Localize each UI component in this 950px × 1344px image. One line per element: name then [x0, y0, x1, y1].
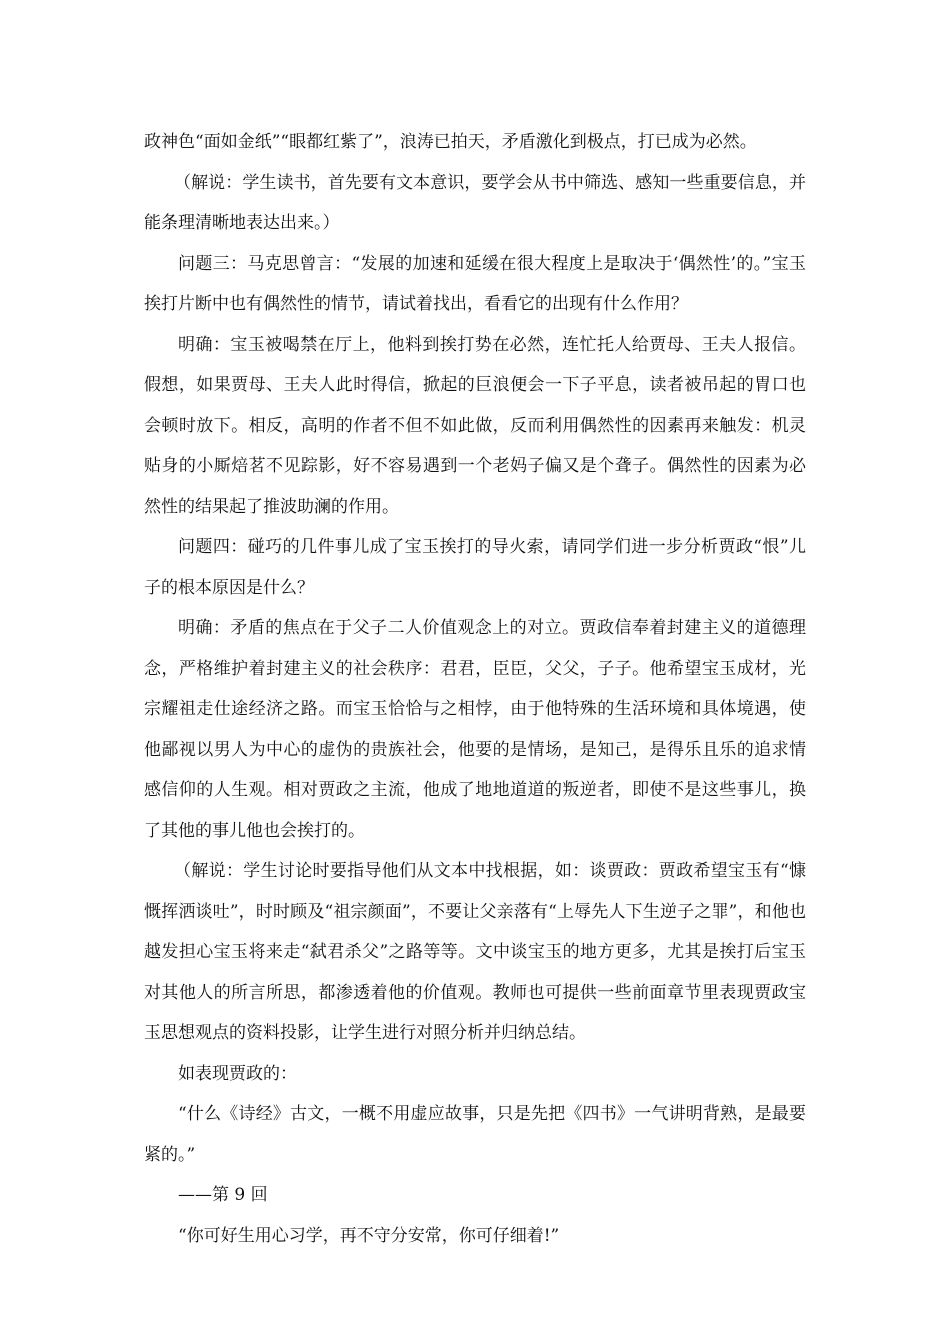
quote-attribution: ——第 9 回 — [178, 1185, 268, 1205]
paragraph-example-intro: 如表现贾政的： — [178, 1063, 297, 1084]
paragraph-quote-two: “你可好生用心习学，再不守分安常，你可仔细着!” — [178, 1225, 560, 1246]
paragraph-answer-four: 明确：矛盾的焦点在于父子二人价值观念上的对立。贾政信奉着封建主义的道德理念，严格维护着封建主义的社会秩序：君君，臣臣，父父，子子。他希望宝玉成材，光宗耀祖走仕途经济之路。而宝玉恰恰与之相悖，由于他特殊的生活环境和具体境遇，使他鄙视以男人为中心的虚伪的贵族社会，他要的是情场，是知己，是得乐且乐的追求情感信仰的人生观。相对贾政之主流，他成了地地道道的叛逆者，即使不是这些事儿，换了其他的事儿他也会挨打的。 — [144, 618, 806, 841]
paragraph-commentary-reading: （解说：学生读书，首先要有文本意识，要学会从书中筛选、感知一些重要信息，并能条理清晰地表达出来。） — [144, 172, 806, 233]
paragraph-conflict-conclusion: 政神色“面如金纸”“眼都红紫了”，浪涛已拍天，矛盾激化到极点，打已成为必然。 — [144, 132, 757, 152]
paragraph-commentary-discussion: （解说：学生讨论时要指导他们从文本中找根据，如：谈贾政：贾政希望宝玉有“慷慨挥洒谈吐”，时时顾及“祖宗颜面”，不要让父亲落有“上辱先人下生逆子之罪”，和他也越发担心宝玉将来走“弑君杀父”之路等等。文中谈宝玉的地方更多，尤其是挨打后宝玉对其他人的所言所思，都渗透着他的价值观。教师也可提供一些前面章节里表现贾政宝玉思想观点的资料投影，让学生进行对照分析并归纳总结。 — [144, 861, 806, 1043]
paragraph-quote-one: “什么《诗经》古文，一概不用虚应故事，只是先把《四书》一气讲明背熟，是最要紧的。” — [144, 1104, 806, 1165]
paragraph-question-three: 问题三：马克思曾言：“发展的加速和延缓在很大程度上是取决于‘偶然性’的。”宝玉挨打片断中也有偶然性的情节，请试着找出，看看它的出现有什么作用？ — [144, 253, 806, 314]
document-body — [144, 122, 806, 1256]
paragraph-answer-three: 明确：宝玉被喝禁在厅上，他料到挨打势在必然，连忙托人给贾母、王夫人报信。假想，如果贾母、王夫人此时得信，掀起的巨浪便会一下子平息，读者被吊起的胃口也会顿时放下。相反，高明的作者不但不如此做，反而利用偶然性的因素再来触发：机灵贴身的小厮焙茗不见踪影，好不容易遇到一个老妈子偏又是个聋子。偶然性的因素为必然性的结果起了推波助澜的作用。 — [144, 334, 806, 517]
paragraph-question-four: 问题四：碰巧的几件事儿成了宝玉挨打的导火索，请同学们进一步分析贾政“恨”儿子的根本原因是什么？ — [144, 537, 806, 598]
